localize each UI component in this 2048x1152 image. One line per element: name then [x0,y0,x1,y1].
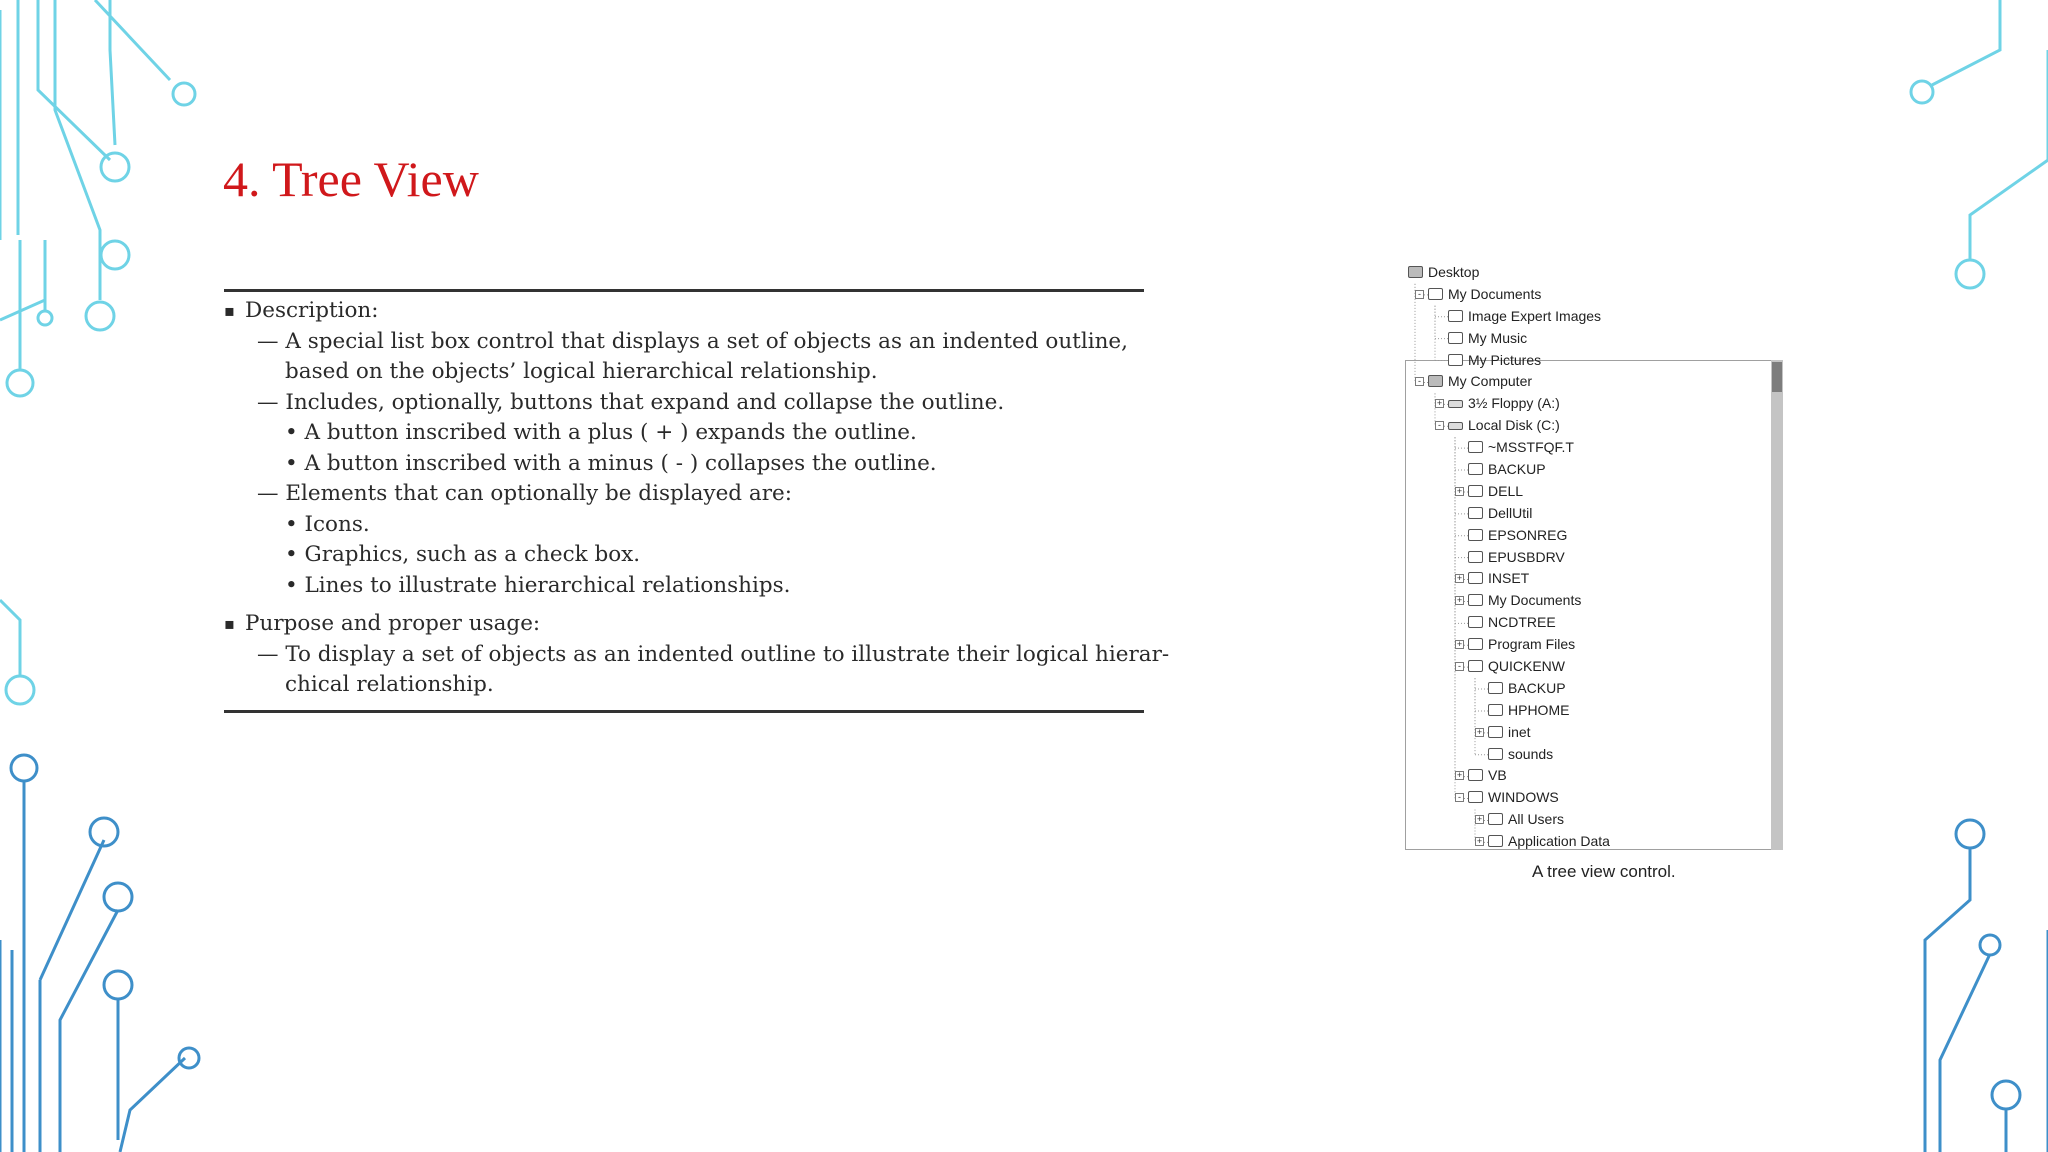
tree-node-label: 3½ Floppy (A:) [1468,395,1560,412]
tree-node-label: Program Files [1488,636,1576,653]
tree-node-label: Image Expert Images [1468,307,1602,324]
bullet-item: • Icons. [285,511,370,537]
tree-node-label: My Documents [1448,285,1542,302]
bullet-item: based on the objects’ logical hierarchical relationship. [285,359,878,384]
collapse-button-icon[interactable]: - [1435,421,1444,430]
expand-button-icon[interactable]: + [1456,573,1463,584]
tree-node[interactable] [1400,656,1772,678]
expand-button-icon[interactable]: + [1476,726,1483,737]
tree-scroll-thumb[interactable] [1772,362,1782,392]
tree-node[interactable] [1400,722,1772,744]
expand-button-icon[interactable]: + [1436,398,1443,409]
folder-icon [1468,463,1483,475]
tree-node[interactable] [1400,371,1772,393]
tree-node[interactable] [1400,459,1772,481]
tree-node[interactable] [1400,525,1772,547]
bullet-heading: ▪ Purpose and proper usage: [224,609,1144,640]
folder-icon [1488,748,1503,760]
tree-node-label: Desktop [1428,264,1480,280]
figure-caption: A tree view control. [1532,862,1676,881]
top-rule [224,289,1144,292]
bullet-heading: ▪ Description: [224,296,1144,327]
tree-node-label: EPSONREG [1488,526,1568,543]
collapse-button-icon[interactable]: - [1415,377,1424,386]
tree-node[interactable] [1400,284,1772,306]
folder-icon [1468,616,1483,628]
tree-node[interactable] [1400,350,1772,372]
tree-node-label: BACKUP [1508,679,1566,696]
folder-icon [1468,791,1483,803]
tree-scrollbar[interactable] [1771,360,1783,850]
tree-node[interactable] [1400,503,1772,525]
expand-button-icon[interactable]: + [1456,485,1463,496]
floppy-drive-icon [1448,400,1463,408]
bullet-item: chical relationship. [285,672,494,697]
tree-node-label: QUICKENW [1488,658,1565,675]
computer-icon [1428,375,1443,387]
tree-node-label: My Documents [1488,592,1582,609]
tree-node-label: Application Data [1508,833,1610,850]
hard-drive-icon [1448,422,1463,430]
tree-node-label: INSET [1488,570,1530,587]
tree-node[interactable] [1400,590,1772,612]
folder-icon [1468,441,1483,453]
slide-title: 4. Tree View [223,151,479,207]
tree-node-label: My Music [1468,329,1528,346]
tree-node-label: DellUtil [1488,504,1533,521]
tree-node-label: All Users [1508,811,1565,828]
tree-node-label: inet [1508,723,1531,740]
folder-icon [1468,529,1483,541]
tree-node-label: BACKUP [1488,461,1546,478]
tree-node[interactable] [1400,612,1772,634]
tree-node[interactable] [1400,481,1772,503]
collapse-button-icon[interactable]: - [1455,793,1464,802]
tree-node-label: HPHOME [1508,701,1570,718]
folder-icon [1448,354,1463,366]
tree-node-label: sounds [1508,745,1554,762]
folder-icon [1448,332,1463,344]
collapse-button-icon[interactable]: - [1455,662,1464,671]
bullet-item: • Lines to illustrate hierarchical relationships. [285,572,791,598]
tree-node[interactable] [1400,328,1772,350]
tree-node[interactable] [1400,306,1772,328]
tree-node[interactable] [1400,568,1772,590]
tree-node[interactable] [1400,393,1772,415]
tree-node[interactable] [1400,700,1772,722]
tree-node-label: DELL [1488,482,1524,499]
folder-icon [1488,813,1503,825]
expand-button-icon[interactable]: + [1456,770,1463,781]
tree-node-label: Local Disk (C:) [1468,417,1560,434]
tree-node-label: VB [1488,767,1507,784]
bullet-item: • A button inscribed with a minus ( - ) collapses the outline. [285,450,937,476]
folder-icon [1468,572,1483,584]
tree-node[interactable] [1400,744,1772,766]
tree-node[interactable] [1400,547,1772,569]
tree-node-label: NCDTREE [1488,614,1556,631]
bottom-rule [224,710,1144,713]
expand-button-icon[interactable]: + [1476,836,1483,847]
bullet-item: • Graphics, such as a check box. [285,542,641,567]
folder-icon [1428,288,1443,300]
bullet-item: — A special list box control that displays a set of objects as an indented outline, [257,328,1128,354]
tree-node[interactable] [1400,831,1772,853]
spacer [224,601,1144,609]
expand-button-icon[interactable]: + [1456,639,1463,650]
tree-node-label: My Computer [1448,373,1533,390]
folder-icon [1468,485,1483,497]
tree-node[interactable] [1400,634,1772,656]
bullet-item: • A button inscribed with a plus ( + ) expands the outline. [285,420,917,445]
folder-icon [1448,310,1463,322]
tree-node-label: ~MSSTFQF.T [1488,439,1574,456]
tree-node[interactable] [1400,415,1772,437]
folder-icon [1488,726,1503,738]
collapse-button-icon[interactable]: - [1415,290,1424,299]
folder-icon [1488,704,1503,716]
tree-node[interactable] [1400,437,1772,459]
bullet-item: — Includes, optionally, buttons that expand and collapse the outline. [257,389,1005,415]
tree-node[interactable] [1400,262,1772,284]
tree-node-label: EPUSBDRV [1488,548,1565,565]
folder-icon [1468,551,1483,563]
expand-button-icon[interactable]: + [1476,814,1483,825]
tree-view-control[interactable] [1400,262,1772,853]
bullet-item: — To display a set of objects as an indented outline to illustrate their logical hierar- [257,641,1170,667]
expand-button-icon[interactable]: + [1456,595,1463,606]
desktop-icon [1408,266,1423,278]
folder-icon [1488,835,1503,847]
bullet-item: — Elements that can optionally be displayed are: [257,481,792,506]
tree-node[interactable] [1400,678,1772,700]
tree-node[interactable] [1400,809,1772,831]
tree-node[interactable] [1400,765,1772,787]
folder-icon [1488,682,1503,694]
folder-icon [1468,507,1483,519]
folder-icon [1468,594,1483,606]
tree-node[interactable] [1400,787,1772,809]
folder-icon [1468,660,1483,672]
tree-node-label: WINDOWS [1488,789,1559,806]
folder-icon [1468,638,1483,650]
folder-icon [1468,769,1483,781]
description-block [224,296,1170,701]
tree-node-label: My Pictures [1468,351,1542,368]
